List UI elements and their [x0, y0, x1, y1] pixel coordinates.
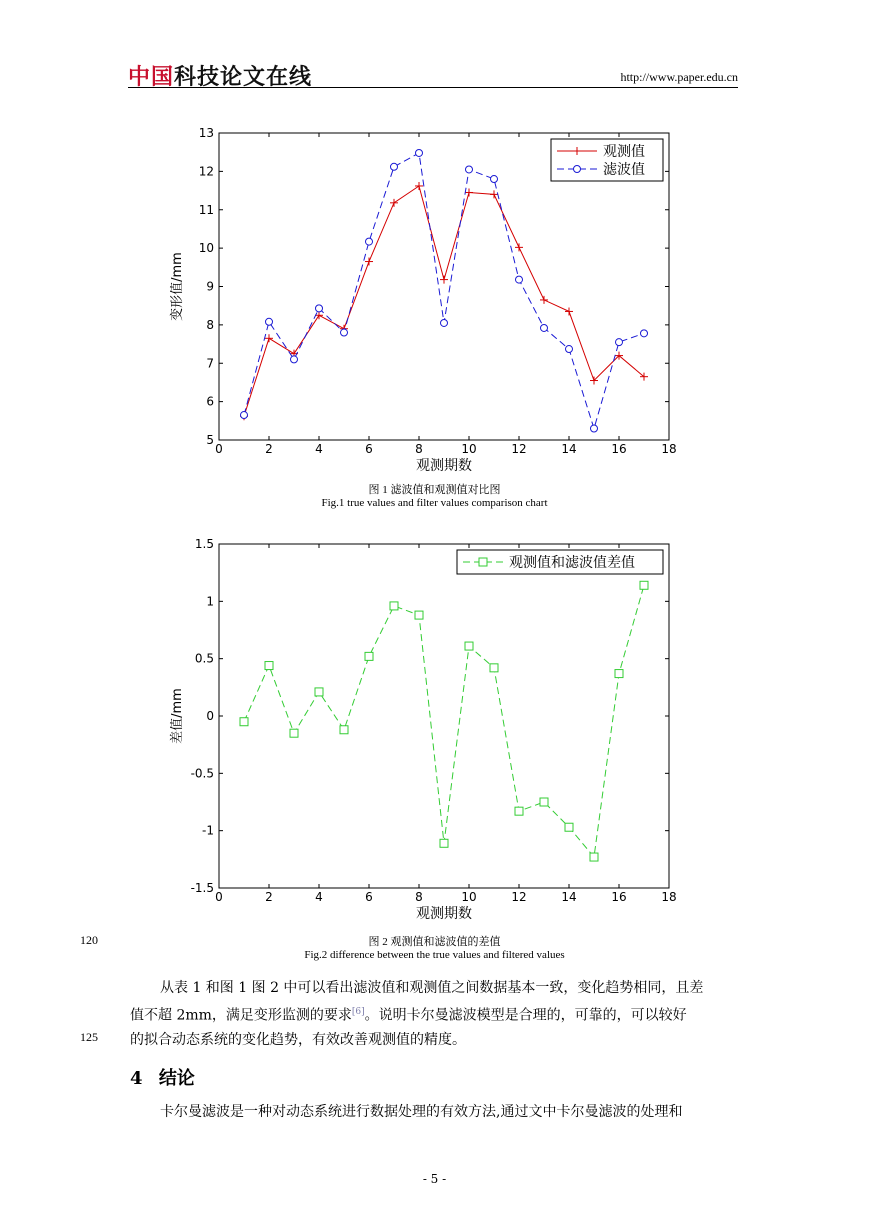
chart2-series-1-point	[340, 726, 348, 734]
chart2-legend-label-1: 观测值和滤波值差值	[509, 555, 635, 571]
chart2-y-tick-label: 1.5	[194, 537, 214, 551]
chart2-series-1-point	[315, 688, 323, 696]
chart2-series-1-point	[365, 652, 373, 660]
chart2-series-1-point	[540, 798, 548, 806]
chart2-y-axis-label: 差值/mm	[170, 688, 185, 744]
section-number: 4	[130, 1068, 143, 1089]
chart2-legend-marker-1	[479, 558, 487, 566]
chart1-x-tick-label: 12	[511, 442, 527, 456]
chart2-y-tick-label: 0.5	[194, 651, 214, 666]
chart1-series-2-point	[466, 166, 473, 173]
chart2-series-1-point	[415, 611, 423, 619]
body-paragraph	[130, 976, 740, 1052]
figure-1-caption-en: Fig.1 true values and filter values comparison chart	[321, 497, 548, 509]
chart2-x-tick-label: 2	[265, 890, 273, 904]
line-number-125: 125	[80, 1030, 98, 1044]
chart1-y-axis-label: 变形值/mm	[170, 252, 185, 321]
chart2-series-1-point	[240, 718, 248, 726]
paragraph-line-2-a: 值不超 2mm，满足变形监测的要求	[130, 1007, 352, 1024]
figure-2-chart	[160, 530, 700, 930]
chart1-x-tick-label: 4	[315, 442, 323, 456]
chart1-y-tick-label: 10	[198, 241, 214, 256]
chart1-y-tick-label: 13	[198, 126, 214, 140]
chart1-series-2-point	[366, 238, 373, 245]
chart2-series-1-point	[565, 823, 573, 831]
chart1-legend-label-2: 滤波值	[603, 162, 645, 178]
chart1-x-tick-label: 10	[461, 442, 477, 456]
header-divider	[128, 87, 738, 88]
chart1-legend-marker-2	[574, 166, 581, 173]
chart2-series-1-point	[490, 664, 498, 672]
chart2-x-tick-label: 10	[461, 890, 477, 904]
chart2-series-1-point	[465, 642, 473, 650]
section-heading	[130, 1064, 195, 1090]
chart1-x-tick-label: 6	[365, 442, 373, 456]
citation-ref[interactable]: [6]	[351, 1007, 365, 1017]
chart1-series-2-point	[241, 412, 248, 419]
figure-2-caption-cn: 图 2 观测值和滤波值的差值	[368, 936, 501, 948]
page-number: - 5 -	[422, 1172, 447, 1186]
chart2-y-tick-label: 1	[206, 594, 214, 609]
chart1-x-tick-label: 18	[661, 442, 677, 456]
figure-1-chart	[160, 118, 700, 478]
section-title: 结论	[158, 1068, 195, 1089]
chart2-series-1-point	[440, 839, 448, 847]
chart2-y-tick-label: -1	[202, 823, 214, 838]
chart2-plot-area	[219, 544, 669, 888]
chart2-y-tick-label: 0	[206, 709, 214, 723]
paragraph-2-line-1: 卡尔曼滤波是一种对动态系统进行数据处理的有效方法,通过文中卡尔曼滤波的处理和	[160, 1104, 683, 1120]
chart1-series-2-point	[566, 346, 573, 353]
chart1-series-2-point	[616, 339, 623, 346]
logo-black-text: 科技论文在线	[174, 65, 313, 90]
chart2-x-tick-label: 16	[611, 890, 627, 904]
chart2-series-1-point	[615, 670, 623, 678]
chart1-series-2-point	[391, 163, 398, 170]
chart1-series-2-point	[416, 149, 423, 156]
chart1-series-2-point	[291, 356, 298, 363]
chart2-series-1-point	[290, 729, 298, 737]
figure-2-caption-en: Fig.2 difference between the true values and filtered values	[304, 949, 565, 961]
chart1-series-2-point	[491, 176, 498, 183]
chart2-x-tick-label: 6	[365, 890, 373, 904]
chart1-series-2-point	[266, 318, 273, 325]
chart1-x-tick-label: 16	[611, 442, 627, 456]
chart1-y-tick-label: 5	[206, 433, 214, 447]
chart1-series-2-point	[341, 329, 348, 336]
chart1-y-tick-label: 7	[206, 356, 214, 371]
chart1-x-tick-label: 14	[561, 442, 577, 456]
chart1-y-tick-label: 11	[198, 202, 214, 217]
chart1-series-2-point	[641, 330, 648, 337]
chart2-y-tick-label: -0.5	[190, 766, 214, 781]
chart1-series-2-point	[541, 324, 548, 331]
chart2-series-1-point	[640, 581, 648, 589]
chart1-y-tick-label: 9	[206, 279, 214, 294]
line-number-120: 120	[80, 933, 98, 947]
page-header	[128, 58, 738, 90]
chart1-series-2-point	[591, 425, 598, 432]
chart2-x-tick-label: 14	[561, 890, 577, 904]
chart1-y-tick-label: 6	[206, 394, 214, 409]
header-url[interactable]: http://www.paper.edu.cn	[620, 70, 738, 84]
paragraph-line-2	[130, 1000, 740, 1028]
paragraph-line-2-b: 。说明卡尔曼滤波模型是合理的，可靠的，可以较好	[364, 1007, 687, 1024]
figure-1-caption-cn: 图 1 滤波值和观测值对比图	[368, 484, 501, 496]
chart1-series-2-point	[441, 319, 448, 326]
chart2-x-tick-label: 8	[415, 890, 423, 904]
chart2-series-1-point	[265, 662, 273, 670]
chart2-series-1-point	[590, 853, 598, 861]
chart1-series-2-point	[516, 276, 523, 283]
paragraph-line-1: 从表 1 和图 1 图 2 中可以看出滤波值和观测值之间数据基本一致，变化趋势相同，且差	[160, 980, 704, 996]
chart1-x-tick-label: 2	[265, 442, 273, 456]
chart1-x-axis-label: 观测期数	[416, 458, 472, 474]
chart2-series-1-point	[515, 807, 523, 815]
chart1-y-tick-label: 8	[206, 317, 214, 332]
chart1-y-tick-label: 12	[198, 164, 214, 179]
body-paragraph-2	[130, 1100, 740, 1124]
chart2-y-tick-label: -1.5	[190, 881, 214, 895]
chart2-x-tick-label: 12	[511, 890, 527, 904]
paragraph-line-3: 的拟合动态系统的变化趋势，有效改善观测值的精度。	[130, 1031, 466, 1048]
chart1-series-2-point	[316, 305, 323, 312]
chart2-x-tick-label: 18	[661, 890, 677, 904]
chart2-series-1-point	[390, 602, 398, 610]
chart1-x-tick-label: 8	[415, 442, 423, 456]
chart2-x-axis-label: 观测期数	[416, 906, 472, 922]
chart2-x-tick-label: 0	[215, 890, 223, 904]
logo-red-text: 中国	[128, 65, 175, 90]
chart2-x-tick-label: 4	[315, 890, 323, 904]
chart1-x-tick-label: 0	[215, 442, 223, 456]
chart1-legend-label-1: 观测值	[603, 144, 645, 160]
